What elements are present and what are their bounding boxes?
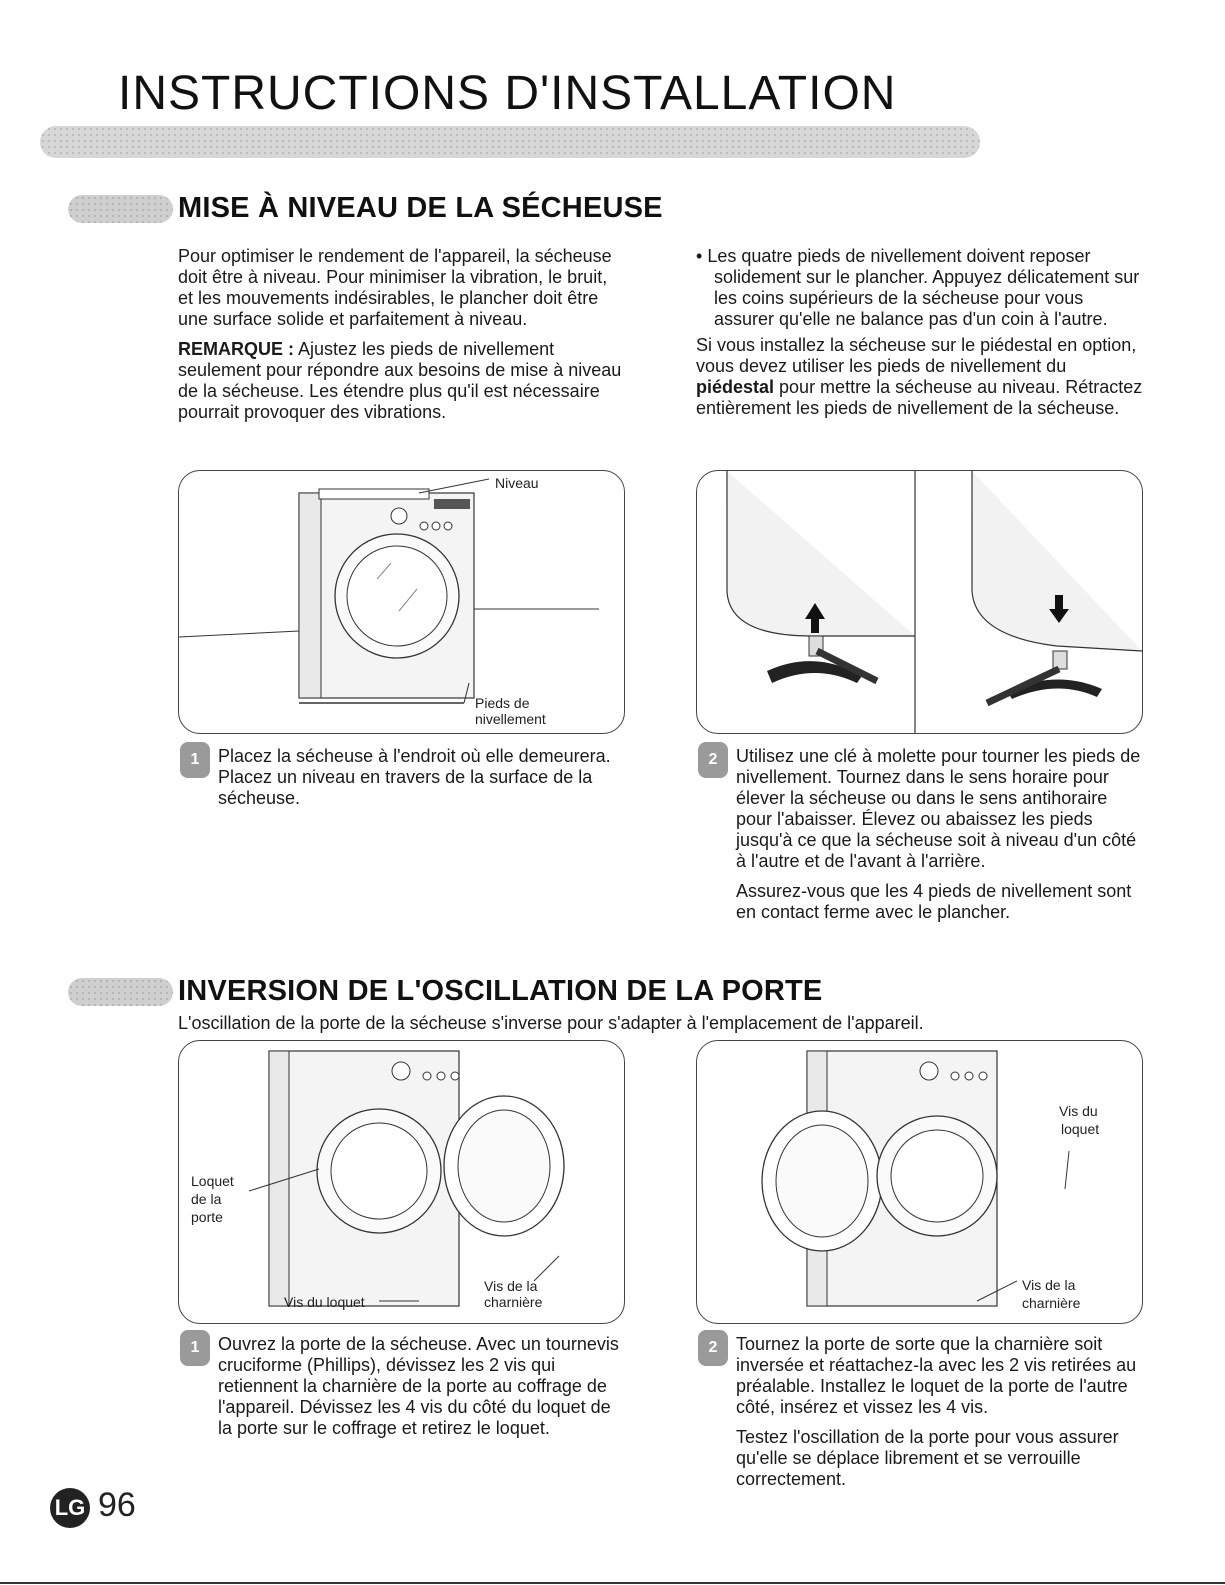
level-note (178, 339, 623, 423)
door-step-2-text-b: Testez l'oscillation de la porte pour vous assurer qu'elle se déplace librement et se verrouille correctement. (736, 1427, 1119, 1489)
door-step-2-text: Tournez la porte de sorte que la charnière soit inversée et réattachez-la avec les 2 vis retirées au préalable. Installez le loquet de la porte de l'autre côté, insérez et vissez les 4 vis. (736, 1334, 1137, 1417)
section-heading-level: MISE À NIVEAU DE LA SÉCHEUSE (178, 192, 663, 224)
level-step-2-text: Utilisez une clé à molette pour tourner les pieds de nivellement. Tournez dans le sens horaire pour élever la sécheuse ou dans le sens antihoraire pour l'abaisser. Élevez ou abaissez les pieds jusqu'à ce que la sécheuse soit à niveau d'un côté à l'autre et de l'avant à l'arrière. (736, 746, 1141, 871)
step-2-badge: 2 (698, 742, 728, 778)
title-decor-bar (40, 126, 980, 158)
figure-door-remove (178, 1040, 625, 1324)
level-step-2-text-b: Assurez-vous que les 4 pieds de nivellement sont en contact ferme avec le plancher. (736, 881, 1132, 922)
figure-wrench-feet (696, 470, 1143, 734)
label-latch-3: porte (191, 1209, 223, 1225)
level-intro: Pour optimiser le rendement de l'appareil, la sécheuse doit être à niveau. Pour minimiser la vibration, le bruit, et les mouvements indésirables, le plancher doit être une surface solide et parfaitement à niveau. (178, 246, 612, 329)
note-label: REMARQUE : (178, 339, 294, 359)
bullet-text: Les quatre pieds de nivellement doivent reposer solidement sur le plancher. Appuyez délicatement sur les coins supérieurs de la sécheuse pour vous assurer qu'elle ne balance pas d'un coin à l'autre. (707, 246, 1140, 329)
pedestal-note (696, 335, 1146, 419)
section-marker (68, 195, 173, 223)
page-number: 96 (98, 1486, 136, 1524)
pedestal-text-1: Si vous installez la sécheuse sur le piédestal en option, vous devez utiliser les pieds de nivellement du (696, 335, 1137, 376)
label-latch-screw-2: loquet (1061, 1121, 1100, 1137)
step-1-badge: 1 (180, 1330, 210, 1366)
label-hinge-screw-2: charnière (1022, 1295, 1081, 1311)
level-intro-block (178, 246, 623, 432)
label-latch-2: de la (191, 1191, 222, 1207)
label-niveau: Niveau (495, 475, 539, 491)
level-right-block (696, 246, 1146, 428)
step-2-badge: 2 (698, 1330, 728, 1366)
door-step-2-block (736, 1334, 1141, 1499)
pedestal-text-2: pour mettre la sécheuse au niveau. Rétractez entièrement les pieds de nivellement de la sécheuse. (696, 377, 1143, 418)
bullet-dot: • (696, 246, 708, 266)
page-title: INSTRUCTIONS D'INSTALLATION (118, 67, 897, 120)
label-latch-screw: Vis du loquet (284, 1294, 365, 1310)
label-latch-1: Loquet (191, 1173, 234, 1189)
lg-logo: LG (50, 1488, 90, 1528)
label-hinge-screw-1: Vis de la (484, 1278, 538, 1294)
bottom-rule (0, 1582, 1225, 1584)
door-intro: L'oscillation de la porte de la sécheuse s'inverse pour s'adapter à l'emplacement de l'appareil. (178, 1013, 924, 1033)
door-remove-illustration (179, 1041, 624, 1323)
label-hinge-screw-1: Vis de la (1022, 1277, 1076, 1293)
label-feet-2: nivellement (475, 711, 546, 727)
dryer-level-illustration (179, 471, 624, 733)
label-feet-1: Pieds de (475, 695, 530, 711)
level-step-1-text: Placez la sécheuse à l'endroit où elle demeurera. Placez un niveau en travers de la surface de la sécheuse. (218, 746, 611, 808)
figure-dryer-level (178, 470, 625, 734)
level-step-2-block (736, 746, 1141, 932)
note-text: Ajustez les pieds de nivellement seulement pour répondre aux besoins de mise à niveau de la sécheuse. Les étendre plus qu'il est nécessaire pourrait provoquer des vibrations. (178, 339, 622, 422)
label-hinge-screw-2: charnière (484, 1294, 543, 1310)
label-latch-screw-1: Vis du (1059, 1103, 1098, 1119)
step-1-badge: 1 (180, 742, 210, 778)
pedestal-bold: piédestal (696, 377, 775, 397)
level-bullet (696, 246, 1146, 330)
section-heading-door: INVERSION DE L'OSCILLATION DE LA PORTE (178, 975, 823, 1007)
door-step-1-text: Ouvrez la porte de la sécheuse. Avec un tournevis cruciforme (Phillips), dévissez les 2 vis qui retiennent la charnière de la porte au coffrage de l'appareil. Dévissez les 4 vis du côté du loquet de la porte sur le coffrage et retirez le loquet. (218, 1334, 619, 1438)
wrench-illustration (697, 471, 1142, 733)
figure-door-reinstall (696, 1040, 1143, 1324)
section-marker (68, 978, 173, 1006)
